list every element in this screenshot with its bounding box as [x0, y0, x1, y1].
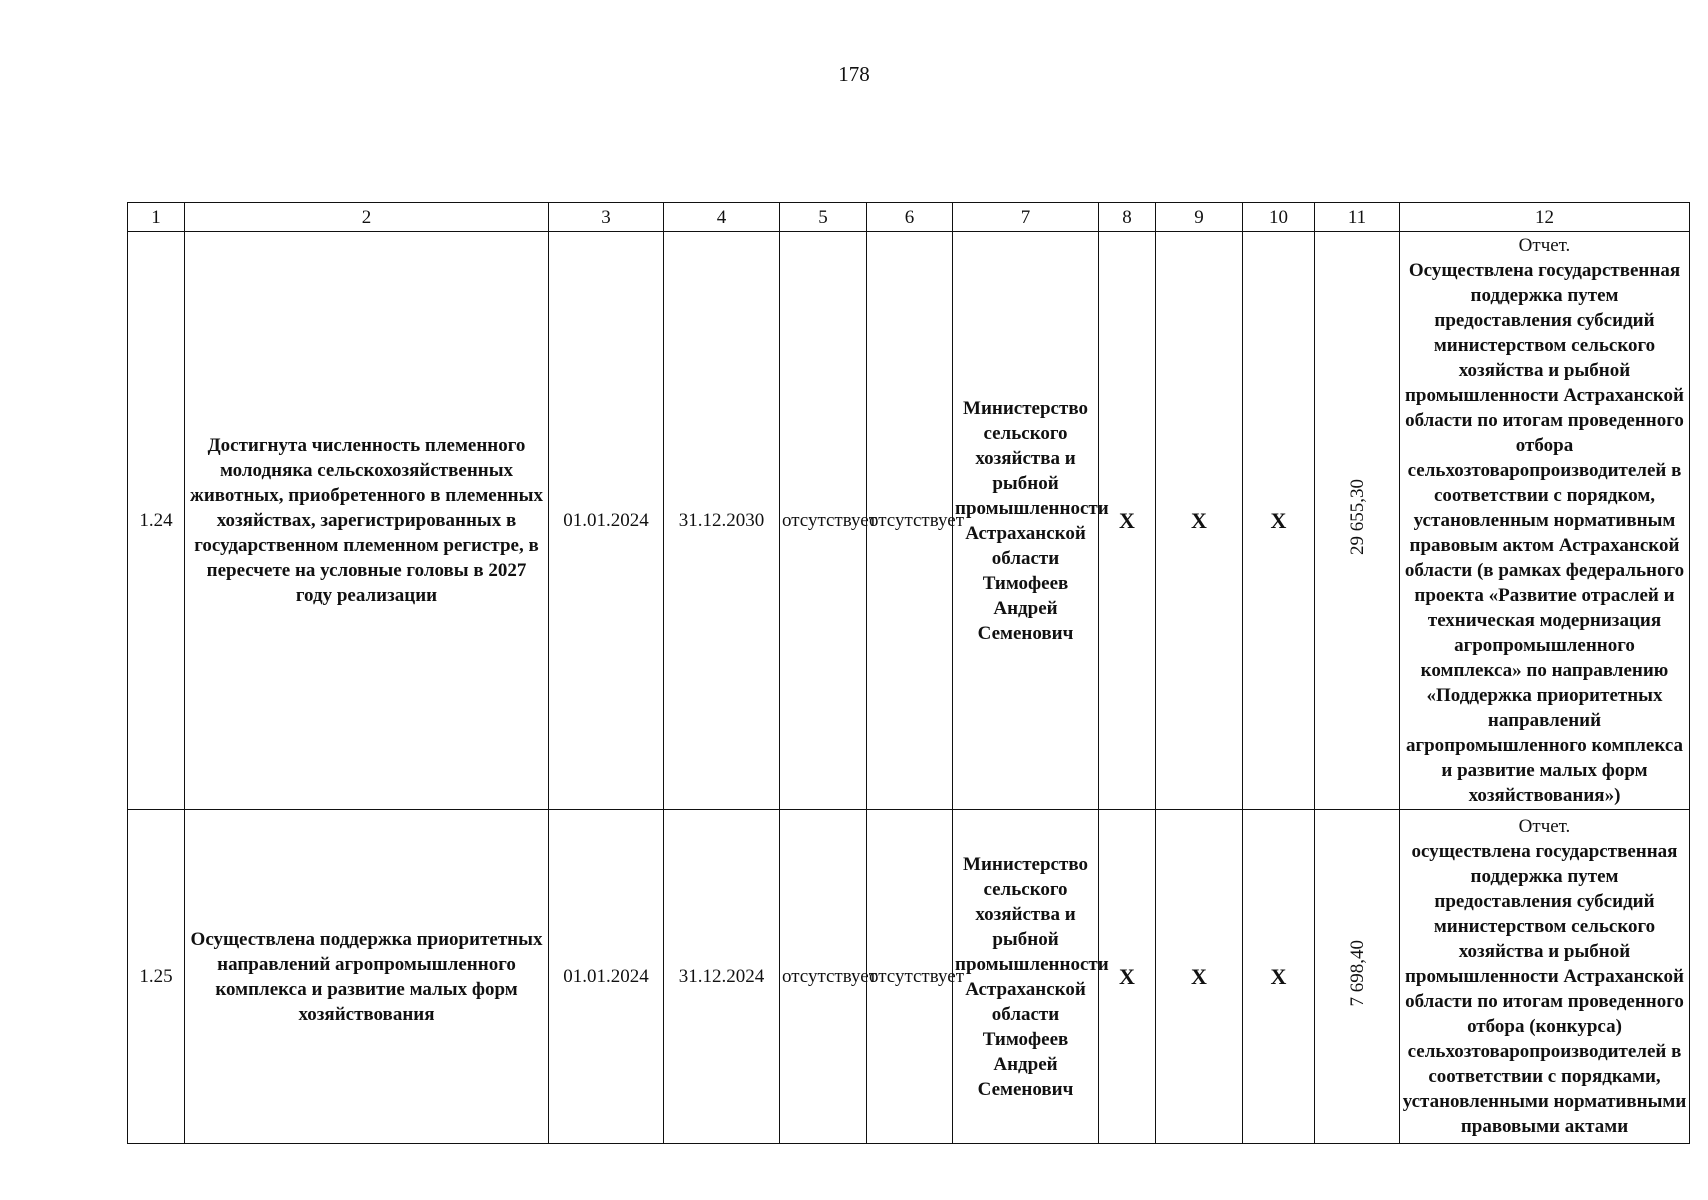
col8-mark: Х — [1099, 810, 1156, 1144]
report-note-text: осуществлена государственная поддержка путем предоставления субсидий министерством сельского хозяйства и рыбной промышленности Астраханской области по итогам проведенного отбора (конкурса) сельхозтоваропроизводителей в соответствии с порядками, установленными нормативными правовыми актами — [1402, 841, 1687, 1137]
measure-description: Достигнута численность племенного молодняка сельскохозяйственных животных, приобретенного в племенных хозяйствах, зарегистрированных в государственном племенном регистре, в пересчете на условные головы в 2027 году реализации — [185, 232, 549, 810]
header-cell: 8 — [1099, 203, 1156, 232]
page-number: 178 — [838, 62, 870, 86]
header-cell: 12 — [1400, 203, 1690, 232]
col9-mark: Х — [1156, 232, 1243, 810]
funding-amount — [1315, 810, 1400, 1144]
start-date: 01.01.2024 — [549, 810, 664, 1144]
header-cell: 9 — [1156, 203, 1243, 232]
funding-amount-text: 7 698,40 — [1346, 939, 1368, 1007]
col6-value: отсутствует — [867, 232, 953, 810]
header-row — [128, 203, 1690, 232]
end-date: 31.12.2030 — [664, 232, 780, 810]
report-note — [1400, 232, 1690, 810]
header-cell: 2 — [185, 203, 549, 232]
header-cell: 5 — [780, 203, 867, 232]
measure-description: Осуществлена поддержка приоритетных направлений агропромышленного комплекса и развитие малых форм хозяйствования — [185, 810, 549, 1144]
responsible-executor: Министерство сельского хозяйства и рыбной промышленности Астраханской области Тимофеев Андрей Семенович — [953, 810, 1099, 1144]
header-cell: 6 — [867, 203, 953, 232]
table-row — [128, 810, 1690, 1144]
table-row — [128, 232, 1690, 810]
funding-amount — [1315, 232, 1400, 810]
col10-mark: Х — [1243, 232, 1315, 810]
row-number: 1.24 — [128, 232, 185, 810]
end-date: 31.12.2024 — [664, 810, 780, 1144]
report-note-title: Отчет. — [1518, 816, 1571, 837]
header-cell: 7 — [953, 203, 1099, 232]
report-note-text: Осуществлена государственная поддержка путем предоставления субсидий министерством сельского хозяйства и рыбной промышленности Астраханской области по итогам проведенного отбора сельхозтоваропроизводителей в соответствии с порядком, установленным нормативным правовым актом Астраханской области (в рамках федерального проекта «Развитие отраслей и техническая модернизация агропромышленного комплекса» по направлению «Поддержка приоритетных направлений агропромышленного комплекса и развитие малых форм хозяйствования») — [1404, 260, 1685, 806]
measures-table — [127, 202, 1690, 1144]
header-cell: 4 — [664, 203, 780, 232]
report-note-title: Отчет. — [1518, 235, 1571, 256]
header-cell: 1 — [128, 203, 185, 232]
responsible-executor: Министерство сельского хозяйства и рыбной промышленности Астраханской области Тимофеев Андрей Семенович — [953, 232, 1099, 810]
header-cell: 11 — [1315, 203, 1400, 232]
header-cell: 3 — [549, 203, 664, 232]
header-cell: 10 — [1243, 203, 1315, 232]
report-note — [1400, 810, 1690, 1144]
col5-value: отсутствует — [780, 810, 867, 1144]
col6-value: отсутствует — [867, 810, 953, 1144]
row-number: 1.25 — [128, 810, 185, 1144]
start-date: 01.01.2024 — [549, 232, 664, 810]
col9-mark: Х — [1156, 810, 1243, 1144]
col10-mark: Х — [1243, 810, 1315, 1144]
col8-mark: Х — [1099, 232, 1156, 810]
funding-amount-text: 29 655,30 — [1346, 479, 1368, 555]
col5-value: отсутствует — [780, 232, 867, 810]
